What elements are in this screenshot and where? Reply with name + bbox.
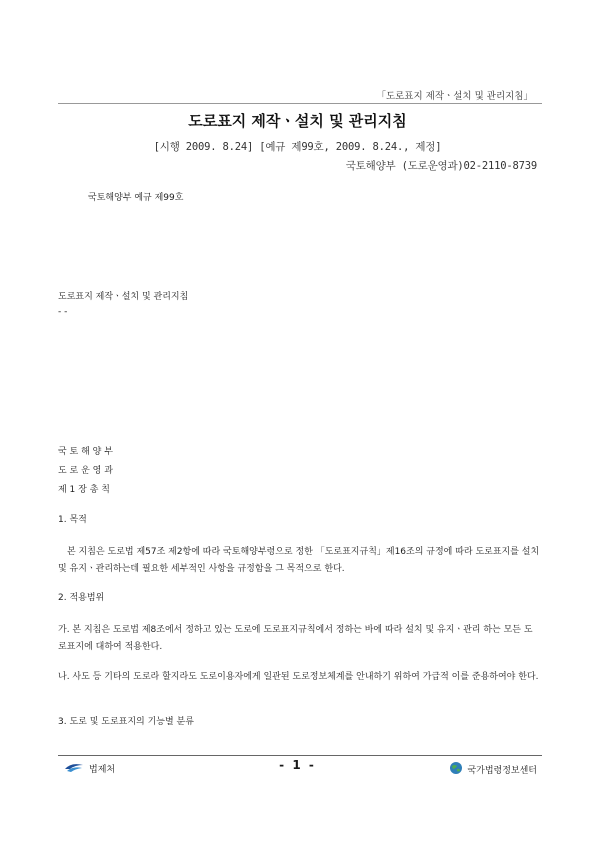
dash-line: - - — [58, 307, 68, 317]
footer-divider — [58, 755, 542, 756]
document-name-line: 도로표지 제작ㆍ설치 및 관리지침 — [58, 292, 189, 302]
page-number: - 1 - — [279, 758, 316, 772]
footer-left-label: 법제처 — [89, 765, 116, 775]
section-3-heading: 3. 도로 및 도로표지의 기능별 분류 — [58, 717, 194, 727]
footer-right-brand — [449, 761, 537, 778]
running-header: 「도로표지 제작ㆍ설치 및 관리지침」 — [376, 91, 533, 102]
section-2-item-a: 가. 본 지침은 도로법 제8조에서 정하고 있는 도로에 도로표지규칙에서 정하는 바에 따라 설치 및 유지ㆍ관리 하는 모든 도로표지에 대하여 적용한다. — [58, 625, 533, 652]
decree-number: 국토해양부 예규 제99호 — [88, 193, 184, 203]
document-title: 도로표지 제작ㆍ설치 및 관리지침 — [188, 112, 407, 130]
org-division: 도 로 운 영 과 — [58, 466, 113, 476]
chapter-heading: 제 1 장 총 칙 — [58, 485, 110, 495]
section-2-heading: 2. 적용범위 — [58, 593, 105, 603]
section-2-item-b: 나. 사도 등 기타의 도로라 할지라도 도로이용자에게 일관된 도로정보체계를 안내하기 위하여 가급적 이를 준용하여야 한다. — [58, 672, 539, 682]
globe-icon — [449, 761, 463, 778]
enforcement-dates: [시행 2009. 8.24] [예규 제99호, 2009. 8.24., 제정] — [153, 141, 442, 153]
ministry-contact: 국토해양부 (도로운영과)02-2110-8739 — [345, 160, 537, 172]
org-ministry: 국 토 해 양 부 — [58, 447, 113, 457]
section-1-body: 본 지침은 도로법 제57조 제2항에 따라 국토해양부령으로 정한 「도로표지규칙」제16조의 규정에 따라 도로표지를 설치 및 유지ㆍ관리하는데 필요한 세부적인 사항을 규정함을 그 목적으로 한다. — [58, 547, 540, 574]
section-1-heading: 1. 목적 — [58, 515, 87, 525]
footer-right-label: 국가법령정보센터 — [467, 766, 537, 776]
header-divider — [58, 103, 542, 104]
